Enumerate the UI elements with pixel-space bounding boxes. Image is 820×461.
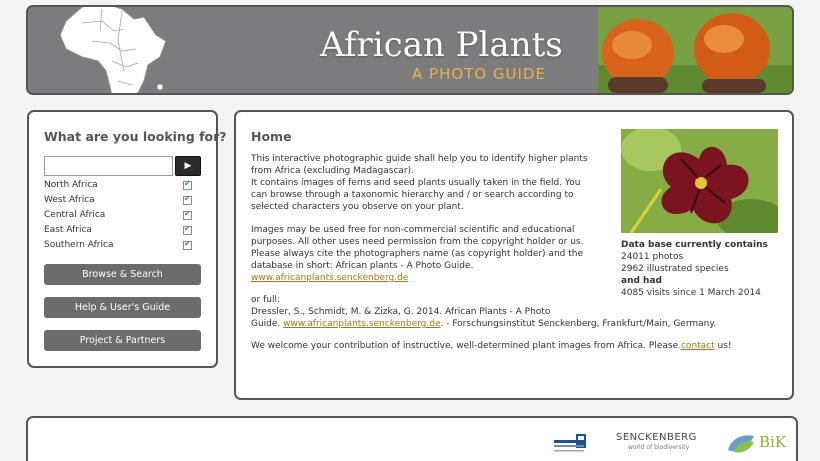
usage-line: purposes. All other uses need permission from the copyright holder or us. <box>251 237 584 247</box>
search-submit-button[interactable] <box>175 156 201 176</box>
usage-line: database in short: African plants - A Photo Guide. <box>251 261 474 271</box>
featured-flower-photo <box>621 129 778 233</box>
play-arrow-icon: ▶ <box>184 161 192 171</box>
usage-paragraph <box>251 224 583 284</box>
search-sidebar <box>27 110 227 368</box>
database-heading: Data base currently contains <box>621 240 768 250</box>
citation-prefix: Guide. <box>251 319 281 329</box>
region-checkbox[interactable] <box>183 241 192 250</box>
intro-line: can browse through a taxonomic hierarchy and / or search according to <box>251 190 574 200</box>
fruit-photo-graphic <box>598 7 792 93</box>
africa-map-icon <box>52 5 170 95</box>
welcome-paragraph <box>251 340 732 352</box>
region-label: Southern Africa <box>44 240 114 250</box>
site-subtitle: A PHOTO GUIDE <box>412 65 546 83</box>
database-stats <box>621 239 768 299</box>
goethe-university-logo[interactable] <box>552 432 592 456</box>
region-north-africa[interactable] <box>44 179 194 193</box>
region-checkbox[interactable] <box>183 196 192 205</box>
site-link[interactable]: www.africanplants.senckenberg.de <box>251 273 409 283</box>
bik-text: BiK <box>759 433 787 451</box>
intro-line: This interactive photographic guide shall help you to identify higher plants <box>251 154 588 164</box>
or-full-label: or full: <box>251 295 280 305</box>
site-header <box>26 5 794 95</box>
usage-line: Images may be used free for non-commercial scientific and educational <box>251 225 575 235</box>
header-fruit-photo <box>598 7 792 93</box>
intro-line: It contains images of ferns and seed plants usually taken in the field. You <box>251 178 581 188</box>
citation-suffix: . - Forschungsinstitut Senckenberg, Frankfurt/Main, Germany. <box>440 319 717 329</box>
intro-paragraph <box>251 153 588 213</box>
main-content <box>234 110 794 400</box>
region-southern-africa[interactable] <box>44 239 194 253</box>
citation-paragraph <box>251 294 716 330</box>
region-label: North Africa <box>44 180 98 190</box>
citation-site-link[interactable]: www.africanplants.senckenberg.de <box>283 319 441 329</box>
flower-photo-graphic <box>621 129 778 233</box>
region-checkbox[interactable] <box>183 211 192 220</box>
region-checkbox[interactable] <box>183 226 192 235</box>
visit-count: 4085 visits since 1 March 2014 <box>621 288 761 298</box>
intro-line: from Africa (excluding Madagascar). <box>251 166 414 176</box>
help-guide-button[interactable]: Help & User's Guide <box>44 297 201 318</box>
site-title: African Plants <box>320 25 563 65</box>
sidebar-heading: What are you looking for? <box>44 129 227 144</box>
bik-logo[interactable] <box>726 430 794 456</box>
page-title: Home <box>251 129 292 144</box>
site-footer <box>26 416 798 461</box>
senckenberg-tagline: world of biodiversity <box>628 444 690 451</box>
had-label: and had <box>621 276 662 286</box>
region-label: West Africa <box>44 195 95 205</box>
photo-count: 24011 photos <box>621 252 684 262</box>
search-input[interactable] <box>44 156 173 176</box>
welcome-text: We welcome your contribution of instructive, well-determined plant images from Africa. Please <box>251 341 679 351</box>
region-west-africa[interactable] <box>44 194 194 208</box>
welcome-suffix: us! <box>717 341 732 351</box>
region-central-africa[interactable] <box>44 209 194 223</box>
intro-line: selected characters you observe on your plant. <box>251 202 464 212</box>
region-label: East Africa <box>44 225 92 235</box>
contact-link[interactable]: contact <box>680 341 715 351</box>
species-count: 2962 illustrated species <box>621 264 729 274</box>
senckenberg-logo[interactable]: SENCKENBERG <box>616 432 697 443</box>
region-checkbox[interactable] <box>183 181 192 190</box>
project-partners-button[interactable]: Project & Partners <box>44 330 201 351</box>
browse-search-button[interactable]: Browse & Search <box>44 264 201 285</box>
region-east-africa[interactable] <box>44 224 194 238</box>
citation-line: Dressler, S., Schmidt, M. & Zizka, G. 2014. African Plants - A Photo <box>251 307 551 317</box>
usage-line: Please always cite the photographers name (as copyright holder) and the <box>251 249 583 259</box>
region-label: Central Africa <box>44 210 106 220</box>
